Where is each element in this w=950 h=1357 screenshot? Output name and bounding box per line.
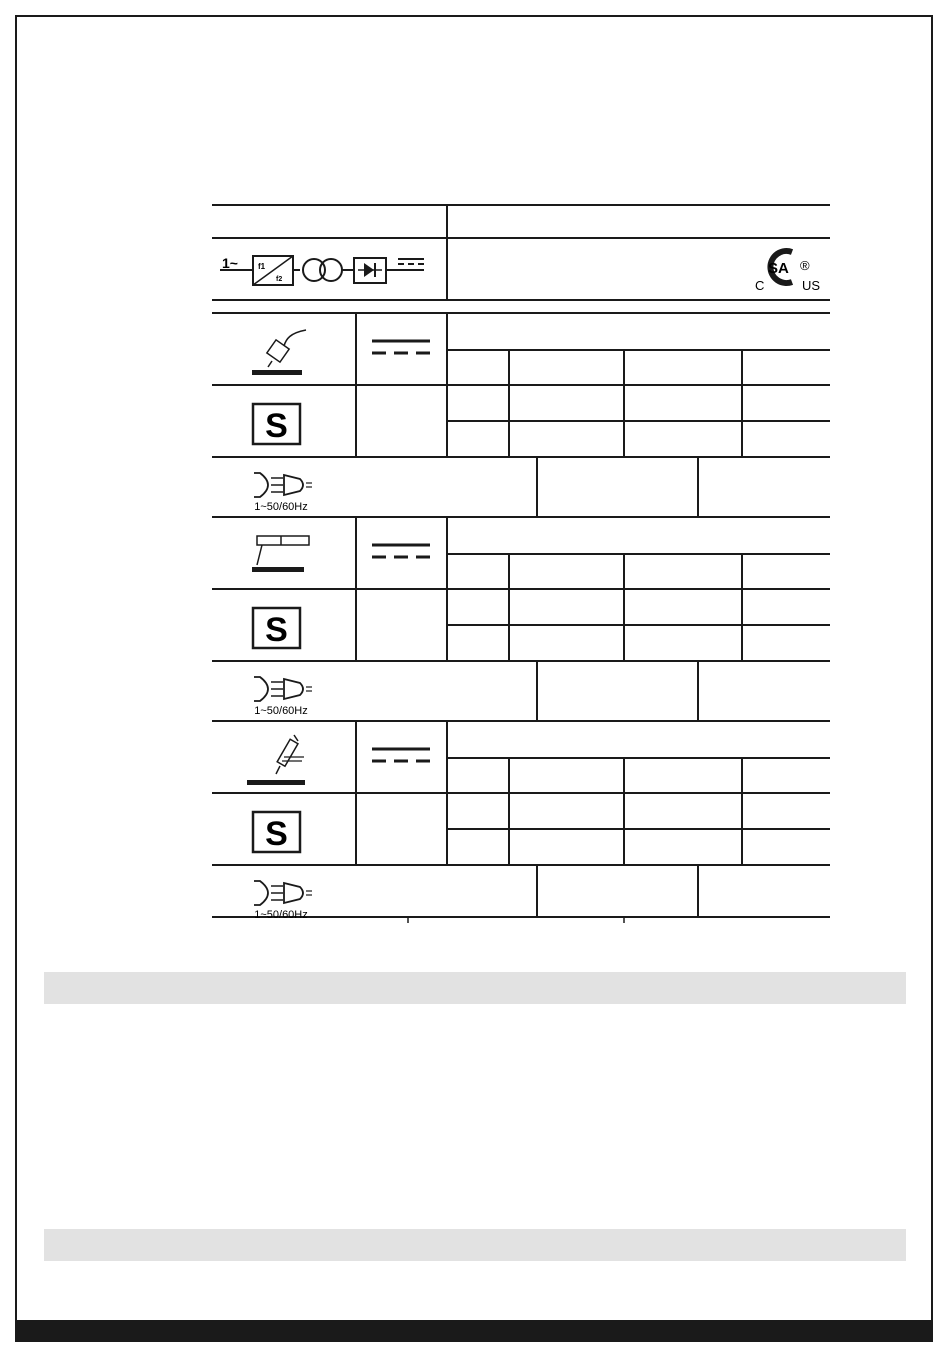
safety-s-mark	[253, 404, 300, 445]
supply-schematic	[220, 255, 424, 285]
supply-frequency-label: 1~50/60Hz	[254, 705, 308, 717]
footer-bar	[15, 1320, 933, 1342]
supply-frequency-label: 1~50/60Hz	[254, 909, 308, 921]
section-icons	[247, 330, 430, 921]
plug-icon	[254, 473, 312, 513]
csa-us-label: US	[802, 278, 821, 293]
svg-text:f1: f1	[258, 262, 266, 271]
section-heading-band	[44, 972, 906, 1004]
supply-frequency-label: 1~50/60Hz	[254, 501, 308, 513]
direct-current-icon	[372, 749, 430, 761]
safety-s-mark	[253, 608, 300, 649]
mig-torch-icon	[252, 330, 306, 375]
direct-current-icon	[372, 341, 430, 353]
transformer-icon	[303, 259, 342, 281]
svg-text:f2: f2	[276, 276, 283, 283]
direct-current-icon	[372, 545, 430, 557]
safety-s-label: S	[265, 611, 288, 649]
table-grid-top	[212, 205, 830, 300]
table-grid-sections	[212, 313, 830, 917]
csa-c-label: C	[755, 278, 765, 293]
svg-text:SA: SA	[768, 260, 789, 277]
plug-icon	[254, 677, 312, 717]
tig-torch-icon	[247, 735, 305, 785]
process-section	[252, 330, 430, 513]
safety-s-label: S	[265, 815, 288, 853]
section-heading-band	[44, 1229, 906, 1261]
safety-s-label: S	[265, 407, 288, 445]
rectifier-diode-icon	[354, 258, 386, 283]
single-phase-ac-icon	[220, 255, 252, 271]
registered-mark: ®	[800, 258, 810, 273]
plug-icon	[254, 881, 312, 921]
process-section	[247, 735, 430, 921]
safety-s-mark	[253, 812, 300, 853]
csa-certification-mark	[755, 251, 820, 293]
process-section	[252, 536, 430, 717]
dc-output-icon	[398, 259, 424, 264]
mma-electrode-icon	[252, 536, 309, 572]
inverter-f1-f2-icon	[253, 256, 293, 285]
svg-text:1~: 1~	[222, 255, 238, 271]
